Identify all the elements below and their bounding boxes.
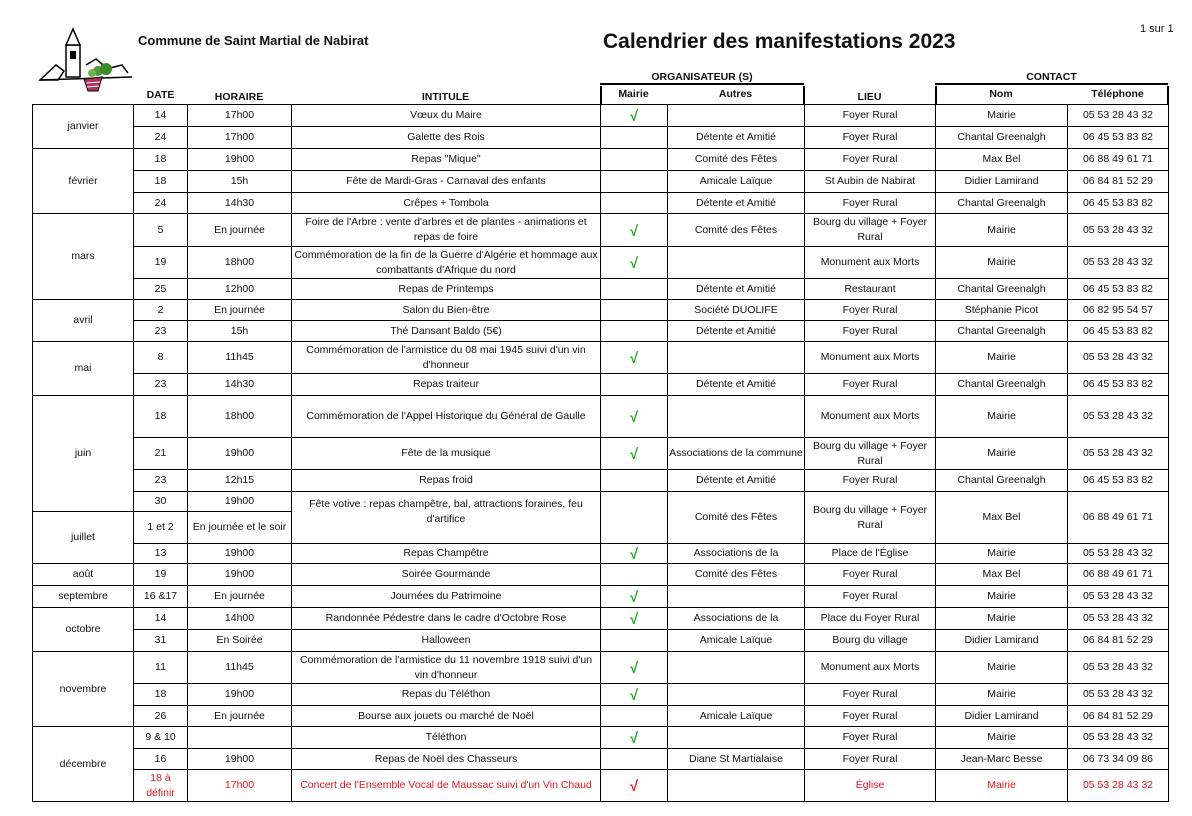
mairie-cell <box>601 214 668 247</box>
tel-cell: 06 45 53 83 82 <box>1068 193 1169 214</box>
time-cell: 14h30 <box>188 193 292 214</box>
mairie-cell <box>601 586 668 608</box>
nom-cell: Mairie <box>936 608 1068 630</box>
check-icon: √ <box>629 778 639 795</box>
header-organisateur: ORGANISATEUR (S) <box>651 71 753 83</box>
title-cell: Vœux du Maire <box>292 105 601 127</box>
title-cell: Halloween <box>292 630 601 652</box>
tel-cell: 05 53 28 43 32 <box>1068 214 1169 247</box>
month-cell: septembre <box>33 586 134 608</box>
month-cell: décembre <box>33 727 134 802</box>
mairie-cell <box>601 321 668 342</box>
time-cell: 18h00 <box>188 247 292 279</box>
month-cell: août <box>33 564 134 586</box>
title-cell: Crêpes + Tombola <box>292 193 601 214</box>
organisateur-rule <box>600 83 804 85</box>
table-row <box>33 300 1169 321</box>
check-icon: √ <box>629 409 639 426</box>
mairie-cell <box>601 374 668 396</box>
table-row <box>33 544 1169 564</box>
tel-cell: 05 53 28 43 32 <box>1068 342 1169 374</box>
table-row <box>33 279 1169 300</box>
time-cell: En journée et le soir <box>188 512 292 544</box>
title-cell: Fête de la musique <box>292 438 601 470</box>
autres-cell: Détente et Amitié <box>668 193 805 214</box>
date-cell: 16 <box>134 749 188 770</box>
mairie-cell <box>601 492 668 544</box>
date-cell: 23 <box>134 470 188 492</box>
title-cell: Repas du Téléthon <box>292 684 601 706</box>
date-cell: 14 <box>134 105 188 127</box>
table-row <box>33 684 1169 706</box>
lieu-cell: Foyer Rural <box>805 300 936 321</box>
header-horaire: HORAIRE <box>214 91 264 103</box>
lieu-cell: Bourg du village <box>805 630 936 652</box>
time-cell: 15h <box>188 171 292 193</box>
title-cell: Fête de Mardi-Gras - Carnaval des enfants <box>292 171 601 193</box>
title-cell: Foire de l'Arbre : vente d'arbres et de plantes - animations et repas de foire <box>292 214 601 247</box>
mairie-cell <box>601 396 668 438</box>
title-cell: Commémoration de l'armistice du 08 mai 1945 suivi d'un vin d'honneur <box>292 342 601 374</box>
mairie-cell <box>601 564 668 586</box>
header-nom: Nom <box>989 88 1013 100</box>
title-cell: Commémoration de l'Appel Historique du Général de Gaulle <box>292 396 601 438</box>
table-row <box>33 193 1169 214</box>
month-cell: mars <box>33 214 134 300</box>
check-icon: √ <box>629 611 639 628</box>
mairie-cell <box>601 279 668 300</box>
autres-cell <box>668 727 805 749</box>
date-cell: 11 <box>134 652 188 684</box>
village-logo <box>36 25 132 101</box>
mairie-cell <box>601 727 668 749</box>
date-cell: 19 <box>134 564 188 586</box>
autres-cell: Amicale Laïque <box>668 630 805 652</box>
autres-cell <box>668 342 805 374</box>
time-cell: 18h00 <box>188 396 292 438</box>
date-cell: 13 <box>134 544 188 564</box>
title-cell: Bourse aux jouets ou marché de Noël <box>292 706 601 727</box>
month-cell: octobre <box>33 608 134 652</box>
time-cell: En journée <box>188 706 292 727</box>
lieu-cell: St Aubin de Nabirat <box>805 171 936 193</box>
tel-cell: 05 53 28 43 32 <box>1068 684 1169 706</box>
table-row <box>33 214 1169 247</box>
date-cell: 18 <box>134 684 188 706</box>
mairie-cell <box>601 193 668 214</box>
table-row <box>33 608 1169 630</box>
date-cell: 26 <box>134 706 188 727</box>
autres-cell: Société DUOLIFE <box>668 300 805 321</box>
nom-cell: Mairie <box>936 342 1068 374</box>
date-cell: 25 <box>134 279 188 300</box>
lieu-cell: Foyer Rural <box>805 127 936 149</box>
tel-cell: 06 84 81 52 29 <box>1068 630 1169 652</box>
table-row <box>33 171 1169 193</box>
time-cell: 17h00 <box>188 127 292 149</box>
nom-cell: Max Bel <box>936 564 1068 586</box>
mairie-cell <box>601 470 668 492</box>
time-cell: 12h15 <box>188 470 292 492</box>
autres-cell: Associations de la <box>668 544 805 564</box>
time-cell: En Soirée <box>188 630 292 652</box>
date-cell: 5 <box>134 214 188 247</box>
time-cell: 19h00 <box>188 149 292 171</box>
check-icon: √ <box>629 687 639 704</box>
nom-cell: Mairie <box>936 438 1068 470</box>
table-row <box>33 374 1169 396</box>
nom-cell: Mairie <box>936 105 1068 127</box>
mairie-cell <box>601 247 668 279</box>
date-cell: 19 <box>134 247 188 279</box>
nom-cell: Chantal Greenalgh <box>936 470 1068 492</box>
tel-cell: 05 53 28 43 32 <box>1068 727 1169 749</box>
lieu-cell: Foyer Rural <box>805 321 936 342</box>
lieu-cell: Foyer Rural <box>805 149 936 171</box>
tel-cell: 05 53 28 43 32 <box>1068 105 1169 127</box>
lieu-cell: Bourg du village + Foyer Rural <box>805 492 936 544</box>
tel-cell: 06 88 49 61 71 <box>1068 149 1169 171</box>
title-cell: Galette des Rois <box>292 127 601 149</box>
title-cell: Salon du Bien-être <box>292 300 601 321</box>
time-cell: En journée <box>188 300 292 321</box>
nom-left-rule <box>935 86 937 104</box>
autres-cell <box>668 652 805 684</box>
mairie-cell <box>601 438 668 470</box>
title-cell: Repas Champêtre <box>292 544 601 564</box>
autres-cell: Détente et Amitié <box>668 374 805 396</box>
table-row <box>33 149 1169 171</box>
date-cell: 21 <box>134 438 188 470</box>
check-icon: √ <box>629 546 639 563</box>
lieu-cell: Foyer Rural <box>805 749 936 770</box>
nom-cell: Didier Lamirand <box>936 630 1068 652</box>
lieu-cell: Foyer Rural <box>805 564 936 586</box>
mairie-cell <box>601 300 668 321</box>
title-cell: Repas traiteur <box>292 374 601 396</box>
date-cell: 8 <box>134 342 188 374</box>
nom-cell: Chantal Greenalgh <box>936 193 1068 214</box>
lieu-cell: Bourg du village + Foyer Rural <box>805 438 936 470</box>
nom-cell: Mairie <box>936 727 1068 749</box>
time-cell: 14h30 <box>188 374 292 396</box>
mairie-cell <box>601 630 668 652</box>
page-title: Calendrier des manifestations 2023 <box>603 30 956 53</box>
lieu-cell: Foyer Rural <box>805 586 936 608</box>
time-cell <box>188 727 292 749</box>
lieu-cell: Foyer Rural <box>805 193 936 214</box>
events-table <box>32 104 1169 802</box>
time-cell: 19h00 <box>188 492 292 512</box>
time-cell: 11h45 <box>188 342 292 374</box>
time-cell: 19h00 <box>188 544 292 564</box>
nom-cell: Chantal Greenalgh <box>936 127 1068 149</box>
mairie-cell <box>601 171 668 193</box>
table-row <box>33 770 1169 802</box>
nom-cell: Max Bel <box>936 149 1068 171</box>
autres-cell: Détente et Amitié <box>668 279 805 300</box>
check-icon: √ <box>629 589 639 606</box>
lieu-cell: Foyer Rural <box>805 470 936 492</box>
month-cell: novembre <box>33 652 134 727</box>
nom-cell: Max Bel <box>936 492 1068 544</box>
header-intitule: INTITULE <box>421 91 470 103</box>
autres-cell: Comité des Fêtes <box>668 149 805 171</box>
tel-cell: 05 53 28 43 32 <box>1068 247 1169 279</box>
tel-cell: 05 53 28 43 32 <box>1068 770 1169 802</box>
mairie-cell <box>601 544 668 564</box>
nom-cell: Mairie <box>936 586 1068 608</box>
tel-right-rule <box>1167 86 1169 104</box>
lieu-cell: Foyer Rural <box>805 374 936 396</box>
nom-cell: Chantal Greenalgh <box>936 279 1068 300</box>
table-row <box>33 105 1169 127</box>
nom-cell: Mairie <box>936 684 1068 706</box>
autres-cell <box>668 396 805 438</box>
tel-cell: 06 45 53 83 82 <box>1068 279 1169 300</box>
table-row <box>33 396 1169 438</box>
time-cell: 17h00 <box>188 770 292 802</box>
table-row <box>33 630 1169 652</box>
title-cell: Commémoration de l'armistice du 11 novembre 1918 suivi d'un vin d'honneur <box>292 652 601 684</box>
time-cell: 19h00 <box>188 438 292 470</box>
title-cell: Concert de l'Ensemble Vocal de Maussac suivi d'un Vin Chaud <box>292 770 601 802</box>
title-cell: Repas "Mique" <box>292 149 601 171</box>
autres-cell: Détente et Amitié <box>668 127 805 149</box>
mairie-cell <box>601 749 668 770</box>
time-cell: 15h <box>188 321 292 342</box>
autres-cell: Comité des Fêtes <box>668 564 805 586</box>
lieu-cell: Place du Foyer Rural <box>805 608 936 630</box>
tel-cell: 06 73 34 09 86 <box>1068 749 1169 770</box>
autres-cell: Comité des Fêtes <box>668 492 805 544</box>
time-cell: En journée <box>188 586 292 608</box>
check-icon: √ <box>629 255 639 272</box>
date-cell: 16 &17 <box>134 586 188 608</box>
date-cell: 23 <box>134 321 188 342</box>
lieu-cell: Monument aux Morts <box>805 652 936 684</box>
header-telephone: Téléphone <box>1091 88 1144 100</box>
tel-cell: 05 53 28 43 32 <box>1068 608 1169 630</box>
tel-cell: 06 88 49 61 71 <box>1068 492 1169 544</box>
table-row <box>33 127 1169 149</box>
date-cell: 18 à définir <box>134 770 188 802</box>
date-cell: 31 <box>134 630 188 652</box>
tel-cell: 05 53 28 43 32 <box>1068 396 1169 438</box>
nom-cell: Chantal Greenalgh <box>936 374 1068 396</box>
header-lieu: LIEU <box>857 91 882 103</box>
date-cell: 30 <box>134 492 188 512</box>
mairie-cell <box>601 608 668 630</box>
mairie-cell <box>601 149 668 171</box>
header-autres: Autres <box>718 88 753 100</box>
autres-cell <box>668 770 805 802</box>
title-cell: Journées du Patrimoine <box>292 586 601 608</box>
tel-cell: 05 53 28 43 32 <box>1068 586 1169 608</box>
table-row <box>33 321 1169 342</box>
mairie-cell <box>601 127 668 149</box>
date-cell: 18 <box>134 149 188 171</box>
lieu-cell: Bourg du village + Foyer Rural <box>805 214 936 247</box>
nom-cell: Mairie <box>936 214 1068 247</box>
lieu-cell: Foyer Rural <box>805 727 936 749</box>
table-row <box>33 342 1169 374</box>
mairie-cell <box>601 652 668 684</box>
title-cell: Randonnée Pédestre dans le cadre d'Octobre Rose <box>292 608 601 630</box>
lieu-cell: Restaurant <box>805 279 936 300</box>
time-cell: 11h45 <box>188 652 292 684</box>
table-row <box>33 706 1169 727</box>
table-row <box>33 470 1169 492</box>
tel-cell: 06 82 95 54 57 <box>1068 300 1169 321</box>
page-number: 1 sur 1 <box>1140 23 1174 35</box>
header-mairie: Mairie <box>618 88 649 100</box>
title-cell: Repas de Noël des Chasseurs <box>292 749 601 770</box>
autres-cell: Amicale Laïque <box>668 706 805 727</box>
lieu-cell: Église <box>805 770 936 802</box>
table-row <box>33 247 1169 279</box>
mairie-left-rule <box>600 86 602 104</box>
tel-cell: 06 84 81 52 29 <box>1068 706 1169 727</box>
nom-cell: Didier Lamirand <box>936 171 1068 193</box>
tel-cell: 06 45 53 83 82 <box>1068 374 1169 396</box>
time-cell: 17h00 <box>188 105 292 127</box>
autres-cell: Détente et Amitié <box>668 321 805 342</box>
lieu-cell: Place de l'Église <box>805 544 936 564</box>
table-row <box>33 564 1169 586</box>
title-cell: Fête votive : repas champêtre, bal, attractions foraines, feu d'artifice <box>292 492 601 544</box>
lieu-cell: Foyer Rural <box>805 706 936 727</box>
date-cell: 2 <box>134 300 188 321</box>
lieu-cell: Foyer Rural <box>805 684 936 706</box>
tel-cell: 06 88 49 61 71 <box>1068 564 1169 586</box>
check-icon: √ <box>629 660 639 677</box>
nom-cell: Mairie <box>936 544 1068 564</box>
month-cell: janvier <box>33 105 134 149</box>
check-icon: √ <box>629 350 639 367</box>
mairie-cell <box>601 706 668 727</box>
title-cell: Soirée Gourmande <box>292 564 601 586</box>
month-cell: avril <box>33 300 134 342</box>
table-row <box>33 727 1169 749</box>
date-cell: 24 <box>134 127 188 149</box>
time-cell: En journée <box>188 214 292 247</box>
time-cell: 12h00 <box>188 279 292 300</box>
lieu-cell: Monument aux Morts <box>805 247 936 279</box>
tel-cell: 06 45 53 83 82 <box>1068 470 1169 492</box>
autres-cell <box>668 684 805 706</box>
date-cell: 14 <box>134 608 188 630</box>
time-cell: 19h00 <box>188 684 292 706</box>
tel-cell: 06 84 81 52 29 <box>1068 171 1169 193</box>
tel-cell: 05 53 28 43 32 <box>1068 544 1169 564</box>
check-icon: √ <box>629 446 639 463</box>
autres-cell <box>668 586 805 608</box>
mairie-cell <box>601 105 668 127</box>
nom-cell: Mairie <box>936 396 1068 438</box>
mairie-cell <box>601 342 668 374</box>
month-cell: juin <box>33 396 134 512</box>
date-cell: 24 <box>134 193 188 214</box>
lieu-cell: Monument aux Morts <box>805 396 936 438</box>
autres-cell: Associations de la commune <box>668 438 805 470</box>
tel-cell: 06 45 53 83 82 <box>1068 127 1169 149</box>
autres-cell <box>668 105 805 127</box>
nom-cell: Mairie <box>936 247 1068 279</box>
time-cell: 19h00 <box>188 749 292 770</box>
tel-cell: 06 45 53 83 82 <box>1068 321 1169 342</box>
time-cell: 14h00 <box>188 608 292 630</box>
nom-cell: Didier Lamirand <box>936 706 1068 727</box>
contact-rule <box>935 83 1168 85</box>
autres-cell: Détente et Amitié <box>668 470 805 492</box>
title-cell: Téléthon <box>292 727 601 749</box>
table-row <box>33 749 1169 770</box>
lieu-cell: Foyer Rural <box>805 105 936 127</box>
lieu-cell: Monument aux Morts <box>805 342 936 374</box>
title-cell: Thé Dansant Baldo (5€) <box>292 321 601 342</box>
table-row <box>33 586 1169 608</box>
autres-right-rule <box>803 86 805 104</box>
date-cell: 18 <box>134 171 188 193</box>
month-cell: juillet <box>33 512 134 564</box>
header-contact: CONTACT <box>1026 71 1077 83</box>
month-cell: mai <box>33 342 134 396</box>
time-cell: 19h00 <box>188 564 292 586</box>
tel-cell: 05 53 28 43 32 <box>1068 438 1169 470</box>
check-icon: √ <box>629 730 639 747</box>
date-cell: 18 <box>134 396 188 438</box>
title-cell: Commémoration de la fin de la Guerre d'Algérie et hommage aux combattants d'Afrique du nord <box>292 247 601 279</box>
mairie-cell <box>601 684 668 706</box>
nom-cell: Mairie <box>936 770 1068 802</box>
nom-cell: Chantal Greenalgh <box>936 321 1068 342</box>
autres-cell <box>668 247 805 279</box>
header-date: DATE <box>146 89 175 101</box>
check-icon: √ <box>629 222 639 240</box>
mairie-cell <box>601 770 668 802</box>
commune-name: Commune de Saint Martial de Nabirat <box>138 33 369 48</box>
autres-cell: Comité des Fêtes <box>668 214 805 247</box>
table-row <box>33 438 1169 470</box>
title-cell: Repas de Printemps <box>292 279 601 300</box>
table-row <box>33 492 1169 512</box>
nom-cell: Mairie <box>936 652 1068 684</box>
date-cell: 9 & 10 <box>134 727 188 749</box>
tel-cell: 05 53 28 43 32 <box>1068 652 1169 684</box>
autres-cell: Diane St Martialaise <box>668 749 805 770</box>
check-icon: √ <box>629 108 639 125</box>
month-cell: février <box>33 149 134 214</box>
nom-cell: Stéphanie Picot <box>936 300 1068 321</box>
nom-cell: Jean-Marc Besse <box>936 749 1068 770</box>
autres-cell: Amicale Laïque <box>668 171 805 193</box>
autres-cell: Associations de la <box>668 608 805 630</box>
date-cell: 23 <box>134 374 188 396</box>
table-row <box>33 652 1169 684</box>
title-cell: Repas froid <box>292 470 601 492</box>
date-cell: 1 et 2 <box>134 512 188 544</box>
